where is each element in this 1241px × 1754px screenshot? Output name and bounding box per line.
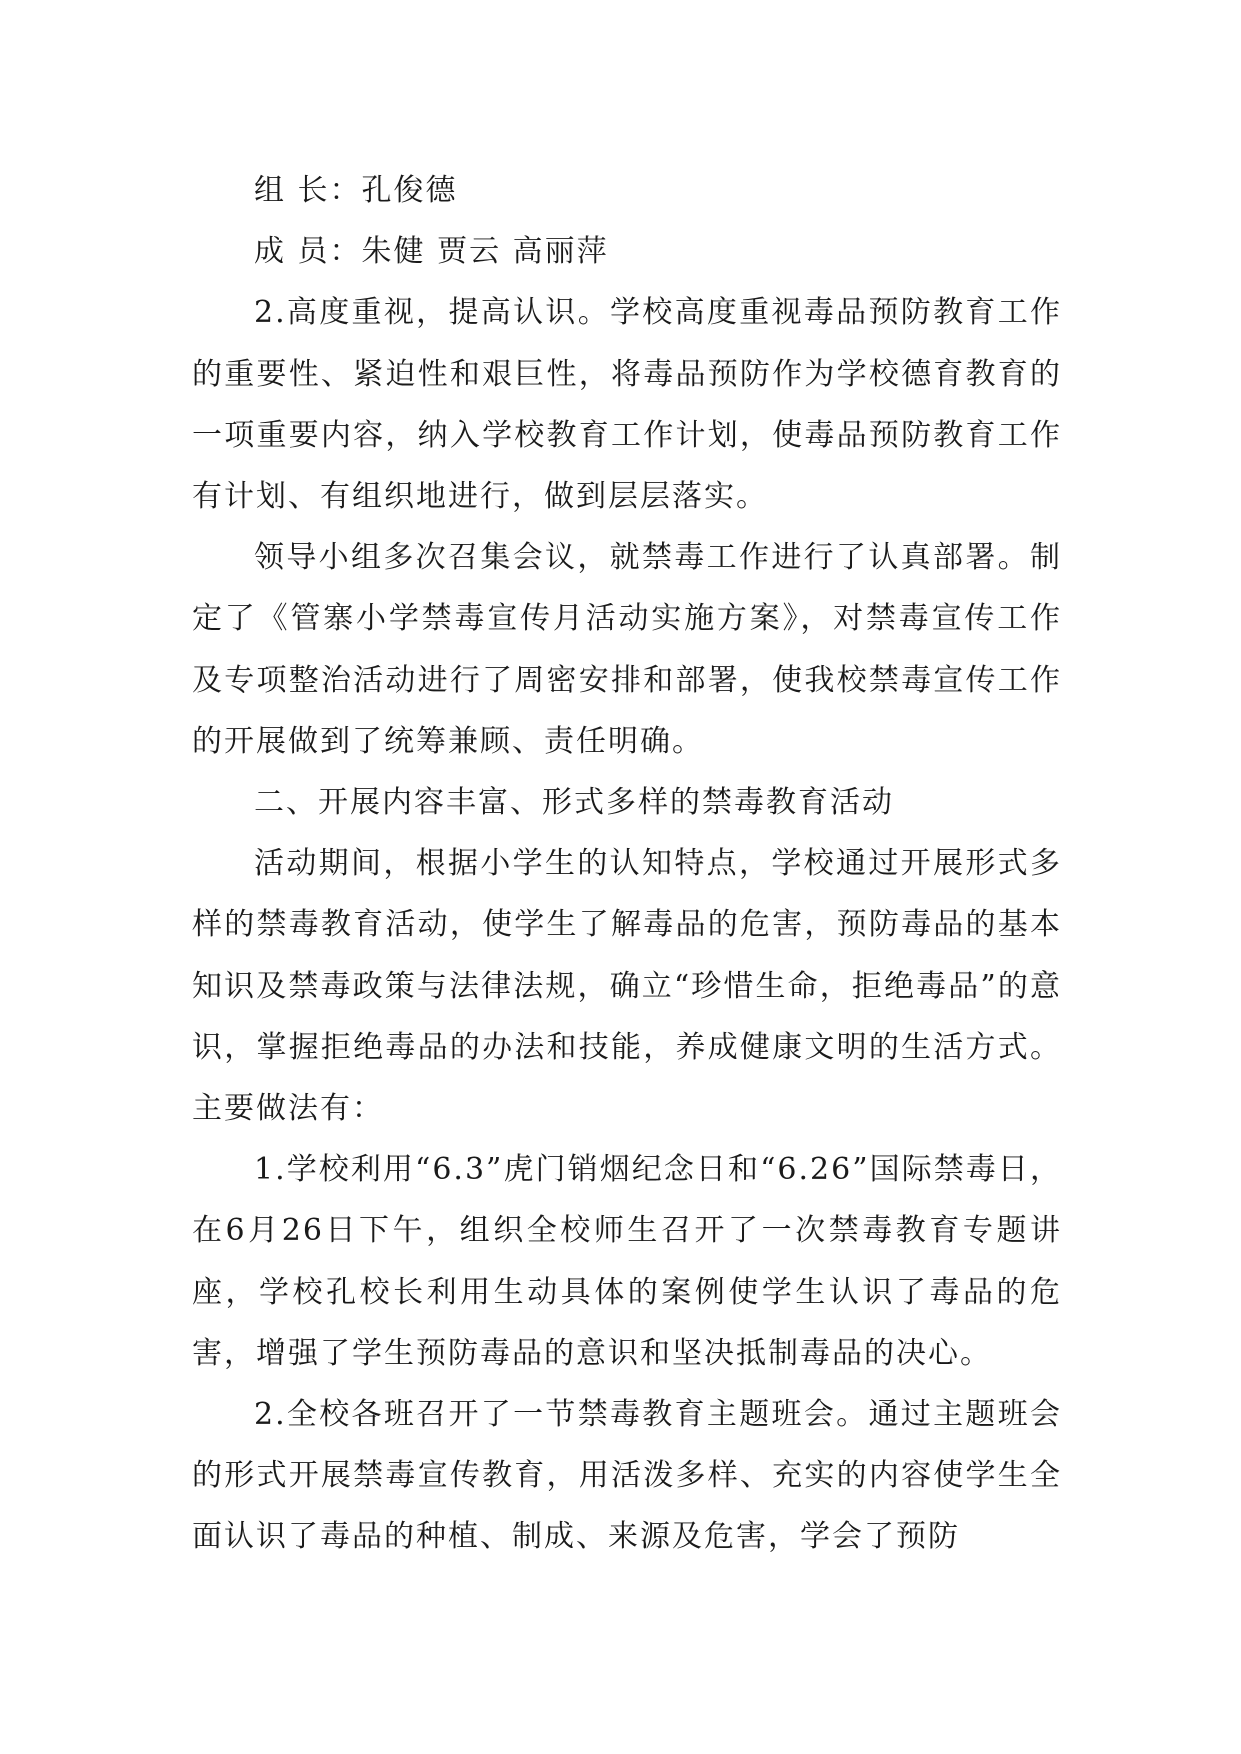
paragraph-activity-overview: 活动期间，根据小学生的认知特点，学校通过开展形式多样的禁毒教育活动，使学生了解毒品的危害，预防毒品的基本知识及禁毒政策与法律法规，确立“珍惜生命，拒绝毒品”的意识，掌握拒绝毒品的办法和技能，养成健康文明的生活方式。主要做法有： <box>192 846 1062 1127</box>
paragraph-importance: 2.高度重视，提高认识。学校高度重视毒品预防教育工作的重要性、紧迫性和艰巨性，将毒品预防作为学校德育教育的一项重要内容，纳入学校教育工作计划，使毒品预防教育工作有计划、有组织地进行，做到层层落实。 <box>192 295 1062 515</box>
document-body <box>192 160 1062 1568</box>
paragraph-meetings: 领导小组多次召集会议，就禁毒工作进行了认真部署。制定了《管寨小学禁毒宣传月活动实施方案》，对禁毒宣传工作及专项整治活动进行了周密安排和部署，使我校禁毒宣传工作的开展做到了统筹兼顾、责任明确。 <box>192 540 1062 759</box>
leader-line: 组 长：孔俊德 <box>254 173 458 208</box>
paragraph-lecture: 1.学校利用“6.3”虎门销烟纪念日和“6.26”国际禁毒日，在6月26日下午，组织全校师生召开了一次禁毒教育专题讲座，学校孔校长利用生动具体的案例使学生认识了毒品的危害，增强了学生预防毒品的意识和坚决抵制毒品的决心。 <box>192 1152 1062 1371</box>
paragraph-class-meeting: 2.全校各班召开了一节禁毒教育主题班会。通过主题班会的形式开展禁毒宣传教育，用活泼多样、充实的内容使学生全面认识了毒品的种植、制成、来源及危害，学会了预防 <box>192 1397 1062 1555</box>
section-heading-activities: 二、开展内容丰富、形式多样的禁毒教育活动 <box>254 785 894 821</box>
members-line: 成 员：朱健 贾云 高丽萍 <box>254 234 609 270</box>
